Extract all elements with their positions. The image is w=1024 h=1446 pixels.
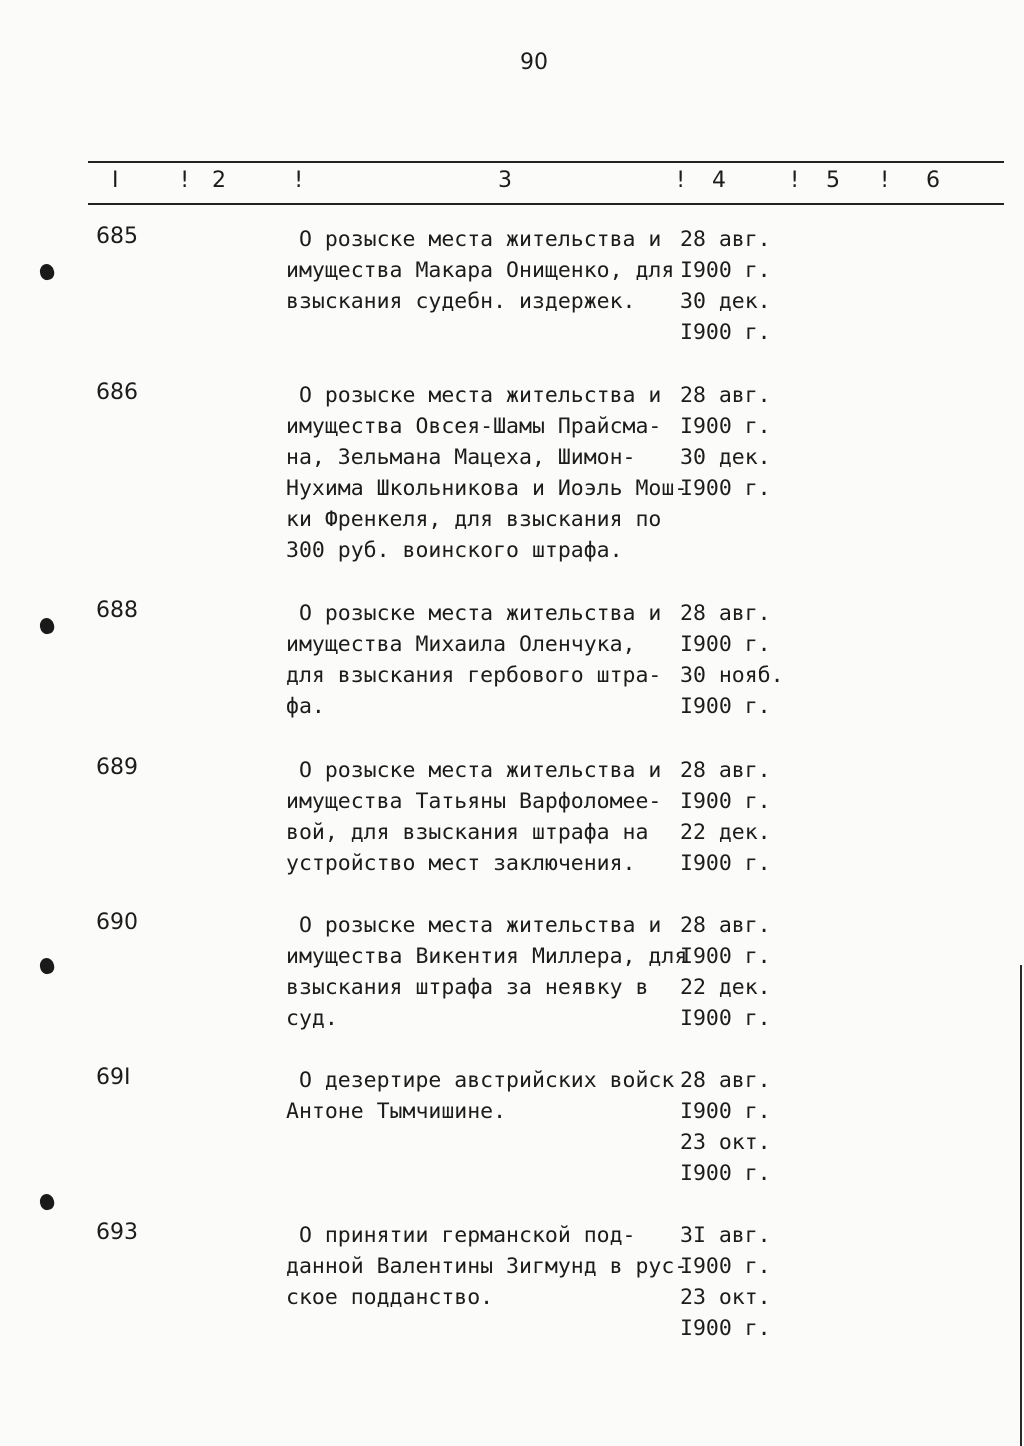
entry-number: 690 [96,910,138,935]
header-col-3: 3 [498,168,512,193]
entry-dates: 3I авг. I900 г. 23 окт. I900 г. [680,1223,771,1341]
header-separator: ! [178,168,192,193]
header-col-2: 2 [212,168,226,193]
table-header [0,168,1024,198]
entry-description: О розыске места жительства и имущества Михаила Оленчука, для взыскания гербового штра- фа. [286,601,662,719]
entry-dates: 28 авг. I900 г. 30 нояб. I900 г. [680,601,784,719]
entry-dates: 28 авг. I900 г. 22 дек. I900 г. [680,758,771,876]
entry-dates: 28 авг. I900 г. 22 дек. I900 г. [680,913,771,1031]
header-separator: ! [788,168,802,193]
entry-dates: 28 авг. I900 г. 30 дек. I900 г. [680,383,771,501]
punch-hole-mark [38,956,56,975]
header-separator: ! [878,168,892,193]
entry-number: 689 [96,755,138,780]
entry-number: 686 [96,380,138,405]
header-col-4: 4 [712,168,726,193]
scan-edge-line [1020,965,1022,1446]
entry-description: О розыске места жительства и имущества Викентия Миллера, для взыскания штрафа за неявку в суд. [286,913,688,1031]
entry-description: О розыске места жительства и имущества Татьяны Варфоломее- вой, для взыскания штрафа на устройство мест заключения. [286,758,662,876]
entry-description: О принятии германской под- данной Валентины Зигмунд в рус- ское подданство. [286,1223,688,1310]
header-separator: ! [674,168,688,193]
entry-number: 688 [96,598,138,623]
entry-number: 685 [96,224,138,249]
entry-description: О розыске места жительства и имущества Овсея-Шамы Прайсма- на, Зельмана Мацеха, Шимон- Нухима Школьникова и Иоэль Мош- ки Френкеля, для взыскания по 300 руб. воинского штрафа. [286,383,688,563]
header-separator: ! [292,168,306,193]
table-top-rule [88,161,1004,163]
page-number: 90 [520,50,548,75]
entry-number: 693 [96,1220,138,1245]
header-col-5: 5 [826,168,840,193]
table-header-bottom-rule [88,203,1004,205]
entry-dates: 28 авг. I900 г. 23 окт. I900 г. [680,1068,771,1186]
punch-hole-mark [38,262,56,281]
punch-hole-mark [38,1192,56,1211]
entry-dates: 28 авг. I900 г. 30 дек. I900 г. [680,227,771,345]
entry-number: 69I [96,1065,131,1090]
header-col-6: 6 [926,168,940,193]
punch-hole-mark [38,616,56,635]
entry-description: О розыске места жительства и имущества Макара Онищенко, для взыскания судебн. издержек. [286,227,675,314]
entry-description: О дезертире австрийских войск Антоне Тымчишине. [286,1068,675,1124]
header-col-1: I [112,168,119,193]
